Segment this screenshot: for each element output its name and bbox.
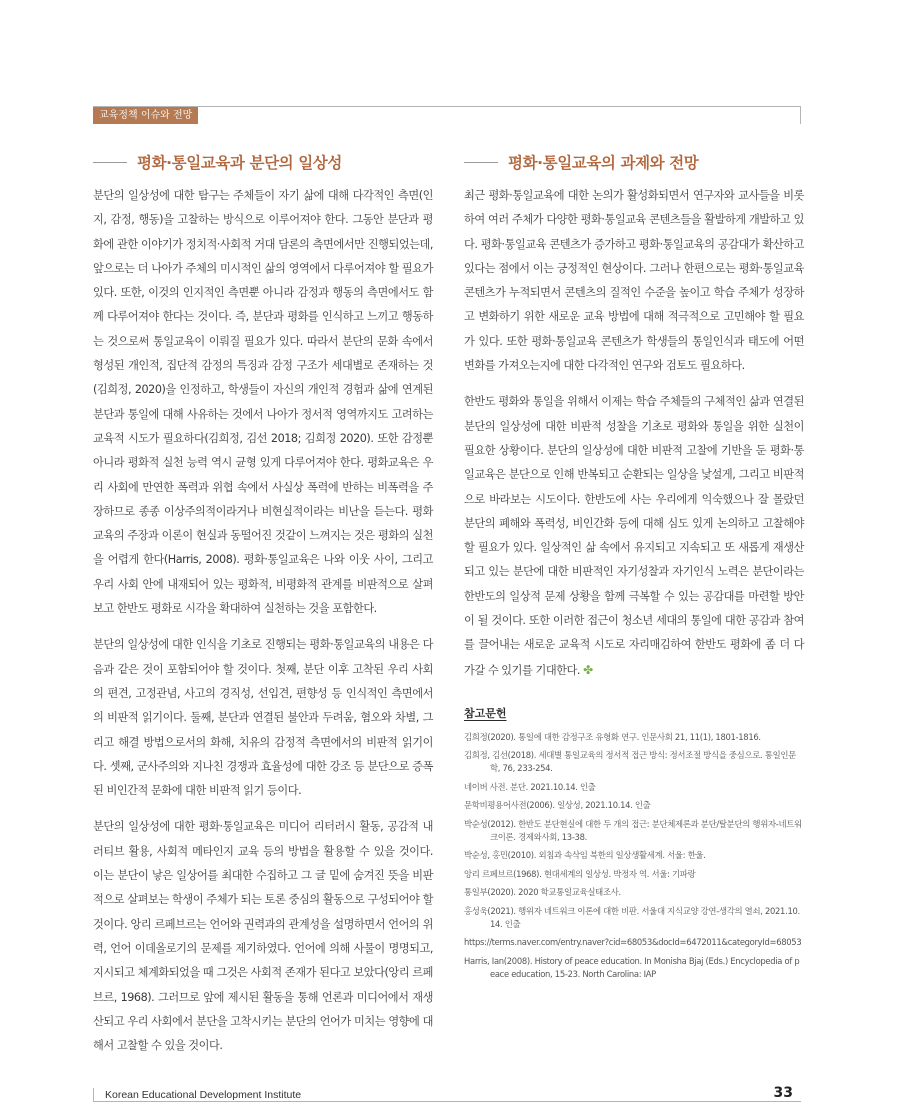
reference-item: Harris, Ian(2008). History of peace education. In Monisha Bjaj (Eds.) Encyclopedia of peace education, 15-23. North Carolina: IAP <box>464 955 800 979</box>
body-paragraph: 분단의 일상성에 대한 평화·통일교육은 미디어 리터러시 활동, 공감적 내러티브 활용, 사회적 메타인지 교육 등의 방법을 활용할 수 있을 것이다. 이는 분단이 낳은 일상어를 최대한 수집하고 그 글 밑에 숨겨진 뜻을 비판적으로 살펴보는 학생이 주체가 되는 토론 중심의 활동으로 구성되어야 할 것이다. 앙리 르페브르는 언어와 권력과의 관계성을 설명하면서 언어의 위력, 언어 이데올로기의 문제를 제기하였다. 언어에 의해 사물이 명명되고, 지시되고 체계화되었을 때 그것은 사회적 존재가 된다고 보았다(앙리 르페브르, 1968). 그러므로 앞에 제시된 활동을 통해 언론과 미디어에서 재생산되고 우리 사회에서 분단을 고착시키는 분단의 언어가 미치는 영향에 대해서 고찰할 수 있을 것이다. <box>93 820 433 1053</box>
body-paragraph-text: 한반도 평화와 통일을 위해서 이제는 학습 주체들의 구체적인 삶과 연결된 분단의 일상성에 대한 비판적 성찰을 기초로 평화와 통일을 위한 실천이 필요한 상황이다. 분단의 일상성에 대한 비판적 고찰에 기반을 둔 평화·통일교육은 분단으로 인해 반복되고 순환되는 일상을 낯설게, 그리고 비판적으로 바라보는 시도이다. 한반도에 사는 우리에게 익숙했으나 잘 몰랐던 분단의 폐해와 폭력성, 비인간화 등에 대해 심도 있게 논의하고 고찰해야 할 필요가 있다. 일상적인 삶 속에서 유지되고 지속되고 또 새롭게 재생산되고 있는 분단에 대한 비판적인 자기성찰과 자기인식 노력은 분단이라는 한반도의 일상적 문제 상황을 함께 극복할 수 있는 공감대를 마련할 방안이 될 것이다. 또한 이러한 접근이 청소년 세대의 통일에 대한 공감과 참여를 끌어내는 새로운 교육적 시도로 자리매김하여 한반도 평화에 좀 더 다가갈 수 있기를 기대한다. <box>464 395 804 677</box>
left-section-heading <box>93 150 433 174</box>
page-number: 33 <box>773 1085 793 1101</box>
heading-rule <box>93 162 127 163</box>
right-section-heading <box>464 150 804 174</box>
reference-item: 김희정(2020). 통일에 대한 감정구조 유형화 연구. 인문사회 21, 11(1), 1801-1816. <box>464 731 761 742</box>
footer-institute: Korean Educational Development Institute <box>105 1089 302 1101</box>
section-title: 평화·통일교육의 과제와 전망 <box>508 154 699 172</box>
section-tag: 교육정책 이슈와 전망 <box>93 107 198 124</box>
header-rule <box>93 106 801 107</box>
left-column <box>93 150 433 1070</box>
footer-rule-vertical <box>93 1088 94 1102</box>
body-paragraph: 최근 평화·통일교육에 대한 논의가 활성화되면서 연구자와 교사들을 비롯하여 여러 주체가 다양한 평화·통일교육 콘텐츠들을 활발하게 개발하고 있다. 평화·통일교육 콘텐츠가 증가하고 평화·통일교육의 공감대가 확산하고 있다는 점에서 이는 긍정적인 현상이다. 그러나 한편으로는 평화·통일교육 콘텐츠가 누적되면서 콘텐츠의 질적인 수준을 높이고 학습 주체가 성장하고 변화하기 위한 새로운 교육 방법에 대해 적극적으로 고민해야 할 필요가 있다. 또한 평화·통일교육 콘텐츠가 학생들의 통일인식과 태도에 어떤 변화를 가져오는지에 대한 다각적인 연구와 검토도 필요하다. <box>464 189 804 373</box>
reference-item: 문학비평용어사전(2006). 일상성, 2021.10.14. 인출 <box>464 800 651 811</box>
reference-item: 홍성욱(2021). 행위자 네트워크 이론에 대한 비판. 서울대 지식교양 강연-생각의 열쇠, 2021.10.14. 인출 <box>464 905 800 929</box>
reference-item: 김희정, 김선(2018). 세대별 통일교육의 정서적 접근 방식: 정서조절 방식을 중심으로. 통일인문학, 76, 233-254. <box>464 750 796 774</box>
section-title: 평화·통일교육과 분단의 일상성 <box>137 154 342 172</box>
references-list <box>464 731 804 981</box>
heading-rule <box>464 162 498 163</box>
reference-item: 박순성, 홍민(2010). 외침과 속삭임 북한의 일상생활세계. 서울: 한울. <box>464 850 706 861</box>
clover-end-icon: ✤ <box>583 662 593 677</box>
body-paragraph: 분단의 일상성에 대한 탐구는 주체들이 자기 삶에 대해 다각적인 측면(인지, 감정, 행동)을 고찰하는 방식으로 이루어져야 한다. 그동안 분단과 평화에 관한 이야기가 정치적·사회적 거대 담론의 측면에서만 진행되었는데, 앞으로는 더 나아가 주체의 미시적인 삶의 영역에서 다루어져야 할 필요가 있다. 또한, 이것의 인지적인 측면뿐 아니라 감정과 행동의 측면에서도 함께 다루어져야 한다는 것이다. 즉, 분단과 평화를 인식하고 느끼고 행동하는 것으로써 통일교육이 이뤄질 필요가 있다. 따라서 분단의 문화 속에서 형성된 개인적, 집단적 감정의 특징과 감정 구조가 세대별로 존재하는 것(김희정, 2020)을 인정하고, 학생들이 자신의 개인적 경험과 삶에 연계된 분단과 통일에 대해 사유하는 것에서 나아가 정서적 영역까지도 고려하는 교육적 시도가 필요하다(김희정, 김선 2018; 김희정 2020). 또한 감정뿐 아니라 평화적 실천 능력 역시 균형 있게 다루어져야 한다. 평화교육은 우리 사회에 만연한 폭력과 위협 속에서 사실상 폭력에 반하는 비폭력을 주장하므로 종종 이상주의적이라거나 비현실적이라는 비난을 듣는다. 평화교육의 주장과 이론이 현실과 동떨어진 것같이 느껴지는 것은 평화의 실천을 어렵게 한다(Harris, 2008). 평화·통일교육은 나와 이웃 사이, 그리고 우리 사회 안에 내재되어 있는 평화적, 비평화적 관계를 비판적으로 살펴보고 한반도 평화로 시각을 확대하여 실천하는 것을 포함한다. <box>93 189 433 616</box>
reference-item: 박순성(2012). 한반도 분단현실에 대한 두 개의 접근: 분단체제론과 분단/탈분단의 행위자-네트워크이론. 경제와사회, 13-38. <box>464 818 802 842</box>
reference-item: 통일부(2020). 2020 학교통일교육실태조사. <box>464 887 621 898</box>
reference-item: https://terms.naver.com/entry.naver?cid=68053&docId=6472011&categoryId=68053 <box>464 937 802 948</box>
body-paragraph: 분단의 일상성에 대한 인식을 기초로 진행되는 평화·통일교육의 내용은 다음과 같은 것이 포함되어야 할 것이다. 첫째, 분단 이후 고착된 우리 사회의 편견, 고정관념, 사고의 경직성, 선입견, 편향성 등 인식적인 측면에서의 비판적 읽기이다. 둘째, 분단과 연결된 불안과 두려움, 혐오와 차별, 그리고 해결 방법으로서의 화해, 치유의 감정적 측면에서의 비판적 읽기이다. 셋째, 군사주의와 지나친 경쟁과 효율성에 대한 강조 등 분단으로 증폭된 비인간적 문화에 대한 비판적 읽기 등이다. <box>93 638 433 798</box>
right-column <box>464 150 804 986</box>
header-rule-vertical <box>800 106 801 124</box>
reference-item: 앙리 르페브르(1968). 현대세계의 일상성. 박정자 역. 서울: 기파랑 <box>464 868 696 879</box>
body-paragraph <box>464 390 804 683</box>
references-title: 참고문헌 <box>464 706 507 720</box>
reference-item: 네이버 사전. 분단. 2021.10.14. 인출 <box>464 781 596 792</box>
footer-rule <box>93 1101 801 1102</box>
